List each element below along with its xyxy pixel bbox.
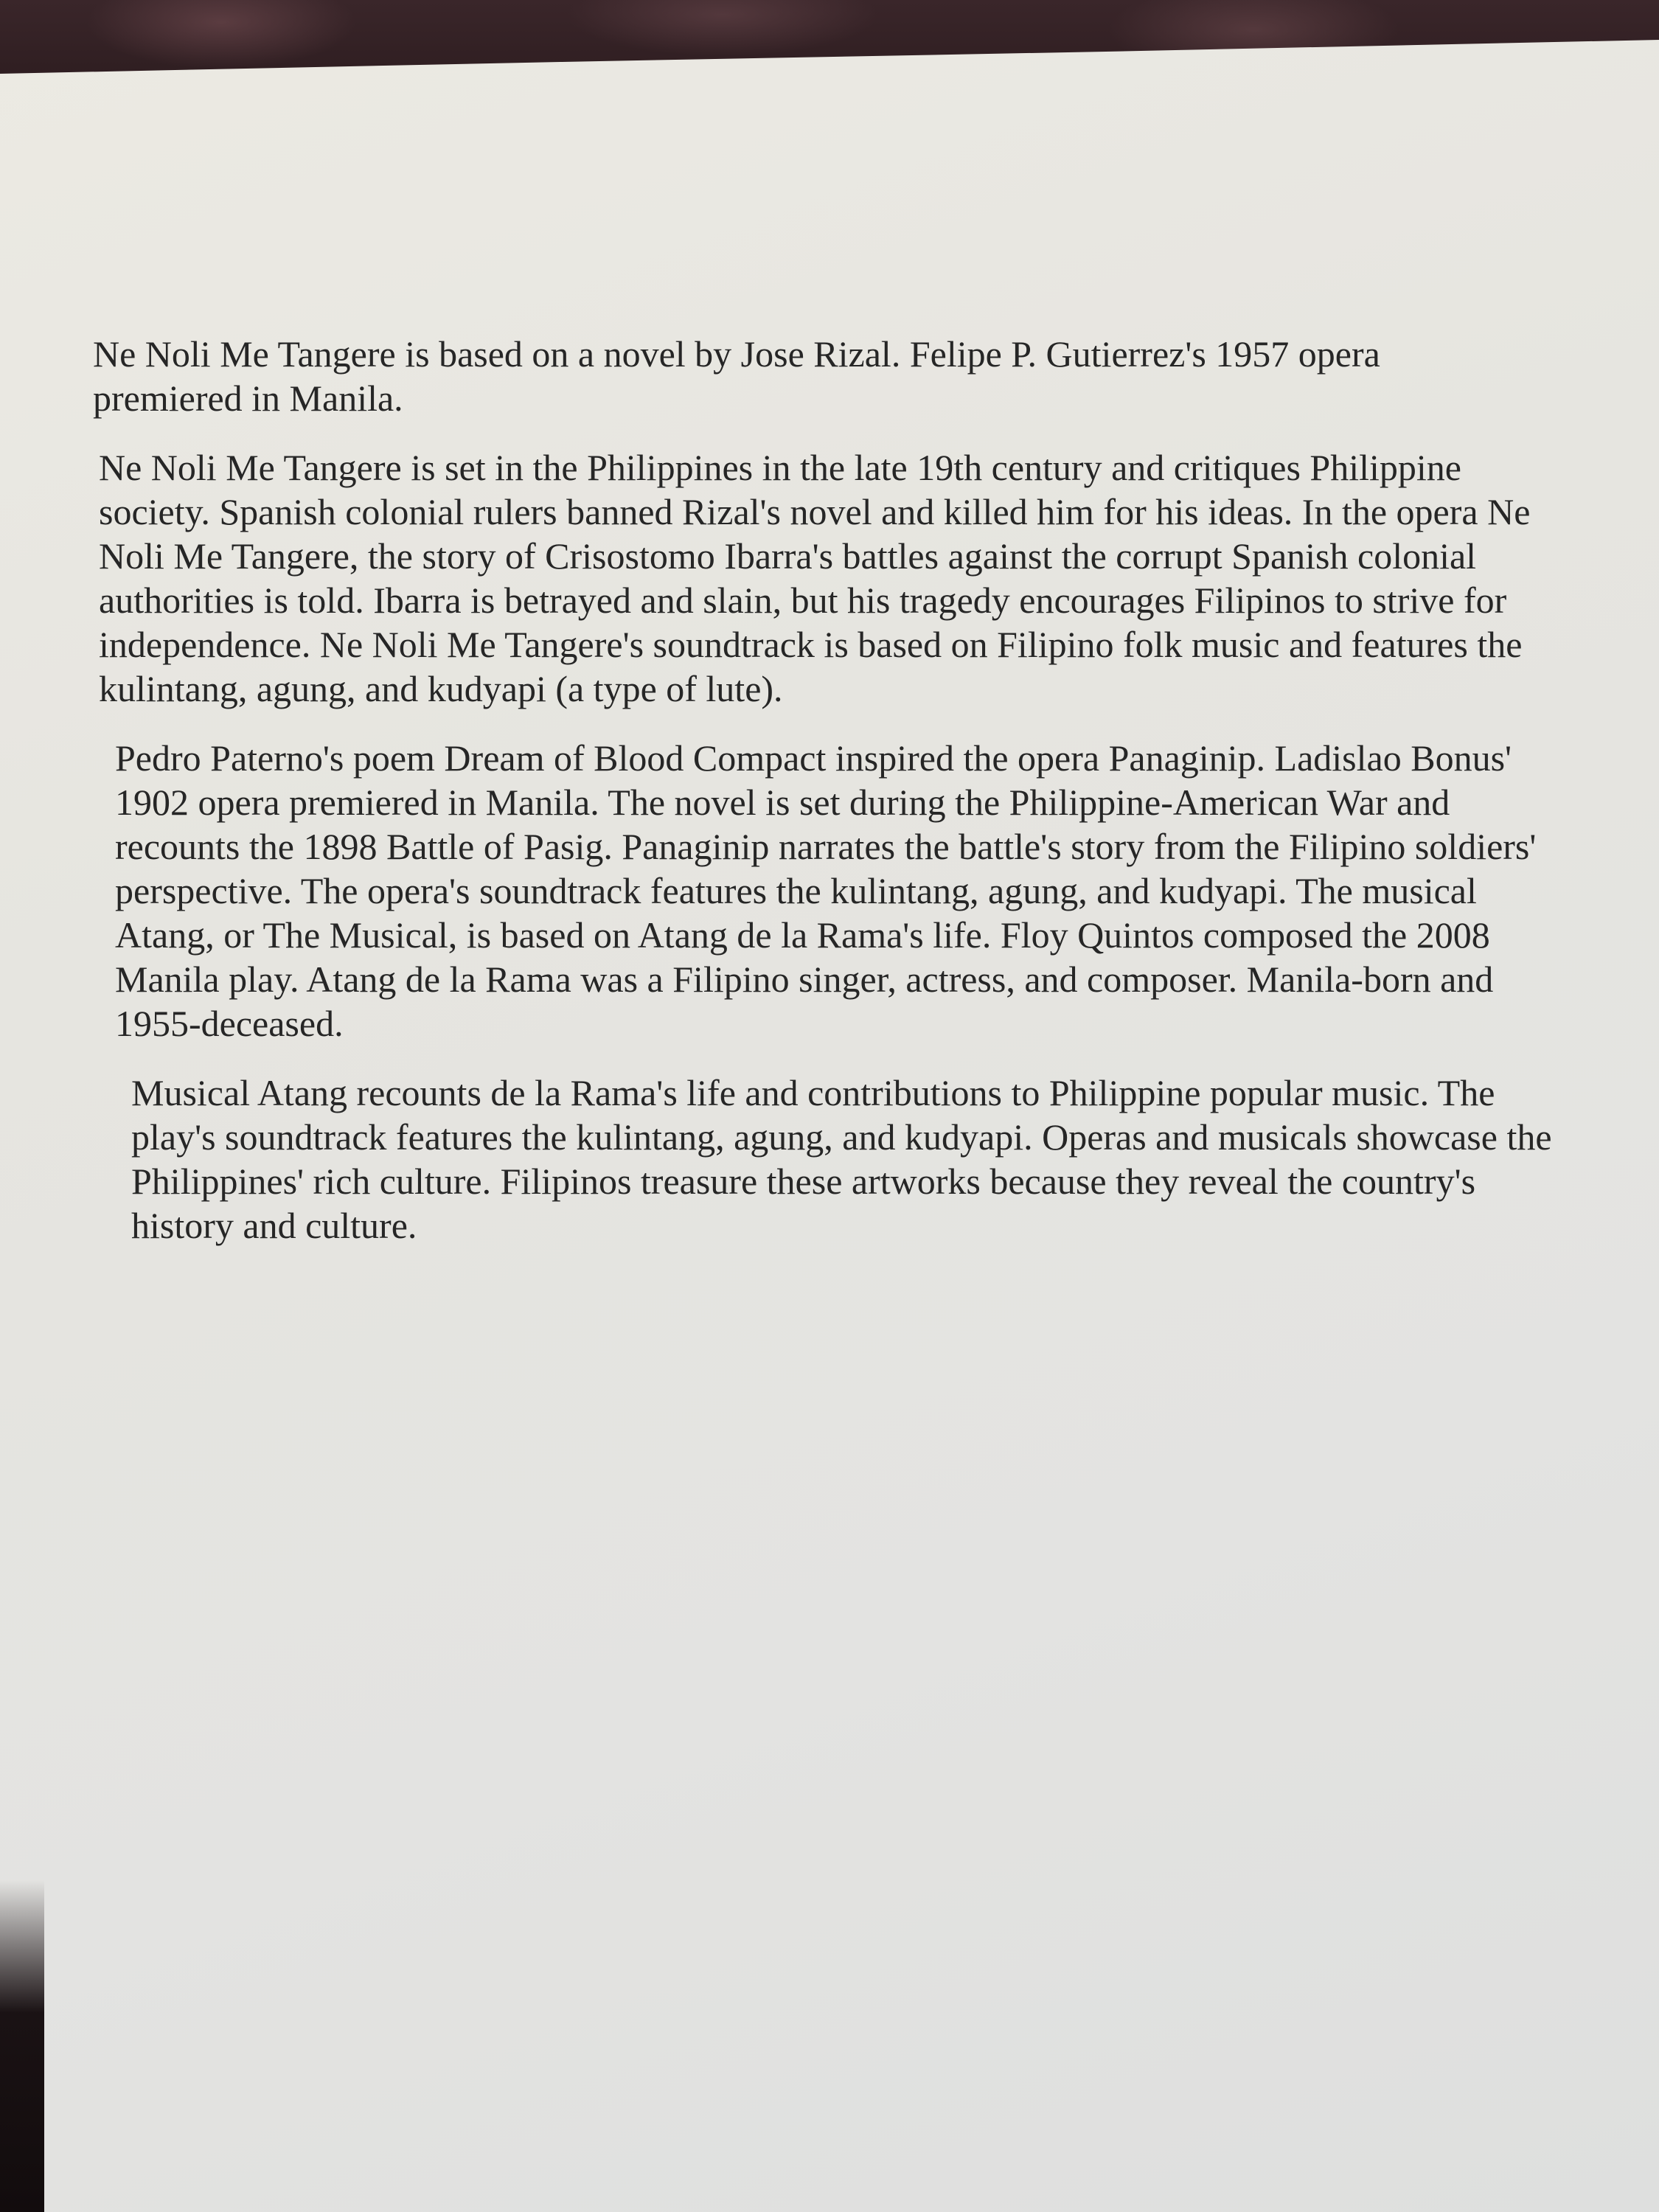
text-line: premiered in Manila.: [93, 378, 403, 419]
text-line: play's soundtrack features the kulintang, agung, and kudyapi. Operas and musicals showcase the: [131, 1116, 1552, 1158]
text-line: 1902 opera premiered in Manila. The novel is set during the Philippine-American War and: [115, 782, 1450, 823]
text-line: Philippines' rich culture. Filipinos treasure these artworks because they reveal the country's: [131, 1161, 1476, 1202]
text-line: recounts the 1898 Battle of Pasig. Panaginip narrates the battle's story from the Filipino soldiers': [115, 826, 1537, 867]
text-line: Pedro Paterno's poem Dream of Blood Compact inspired the opera Panaginip. Ladislao Bonus': [115, 737, 1512, 779]
paragraph-1: [93, 332, 1627, 420]
text-line: authorities is told. Ibarra is betrayed and slain, but his tragedy encourages Filipinos to strive for: [99, 580, 1507, 621]
text-line: Ne Noli Me Tangere is based on a novel by Jose Rizal. Felipe P. Gutierrez's 1957 opera: [93, 333, 1380, 375]
paragraph-4: [131, 1071, 1627, 1248]
text-line: history and culture.: [131, 1205, 417, 1246]
background-shadow: [0, 1880, 44, 2212]
text-line: kulintang, agung, and kudyapi (a type of lute).: [99, 668, 783, 709]
document-body: [93, 332, 1627, 1273]
text-line: 1955-deceased.: [115, 1003, 344, 1044]
paragraph-2: [99, 445, 1627, 711]
text-line: Musical Atang recounts de la Rama's life and contributions to Philippine popular music. The: [131, 1072, 1495, 1113]
text-line: Ne Noli Me Tangere is set in the Philippines in the late 19th century and critiques Philippine: [99, 447, 1461, 488]
text-line: society. Spanish colonial rulers banned Rizal's novel and killed him for his ideas. In the opera Ne: [99, 491, 1531, 532]
text-line: independence. Ne Noli Me Tangere's soundtrack is based on Filipino folk music and features the: [99, 624, 1523, 665]
paragraph-3: [115, 736, 1627, 1046]
text-line: Noli Me Tangere, the story of Crisostomo Ibarra's battles against the corrupt Spanish colonial: [99, 535, 1477, 577]
text-line: Atang, or The Musical, is based on Atang de la Rama's life. Floy Quintos composed the 2008: [115, 914, 1490, 956]
text-line: Manila play. Atang de la Rama was a Filipino singer, actress, and composer. Manila-born and: [115, 959, 1494, 1000]
text-line: perspective. The opera's soundtrack features the kulintang, agung, and kudyapi. The musical: [115, 870, 1477, 911]
